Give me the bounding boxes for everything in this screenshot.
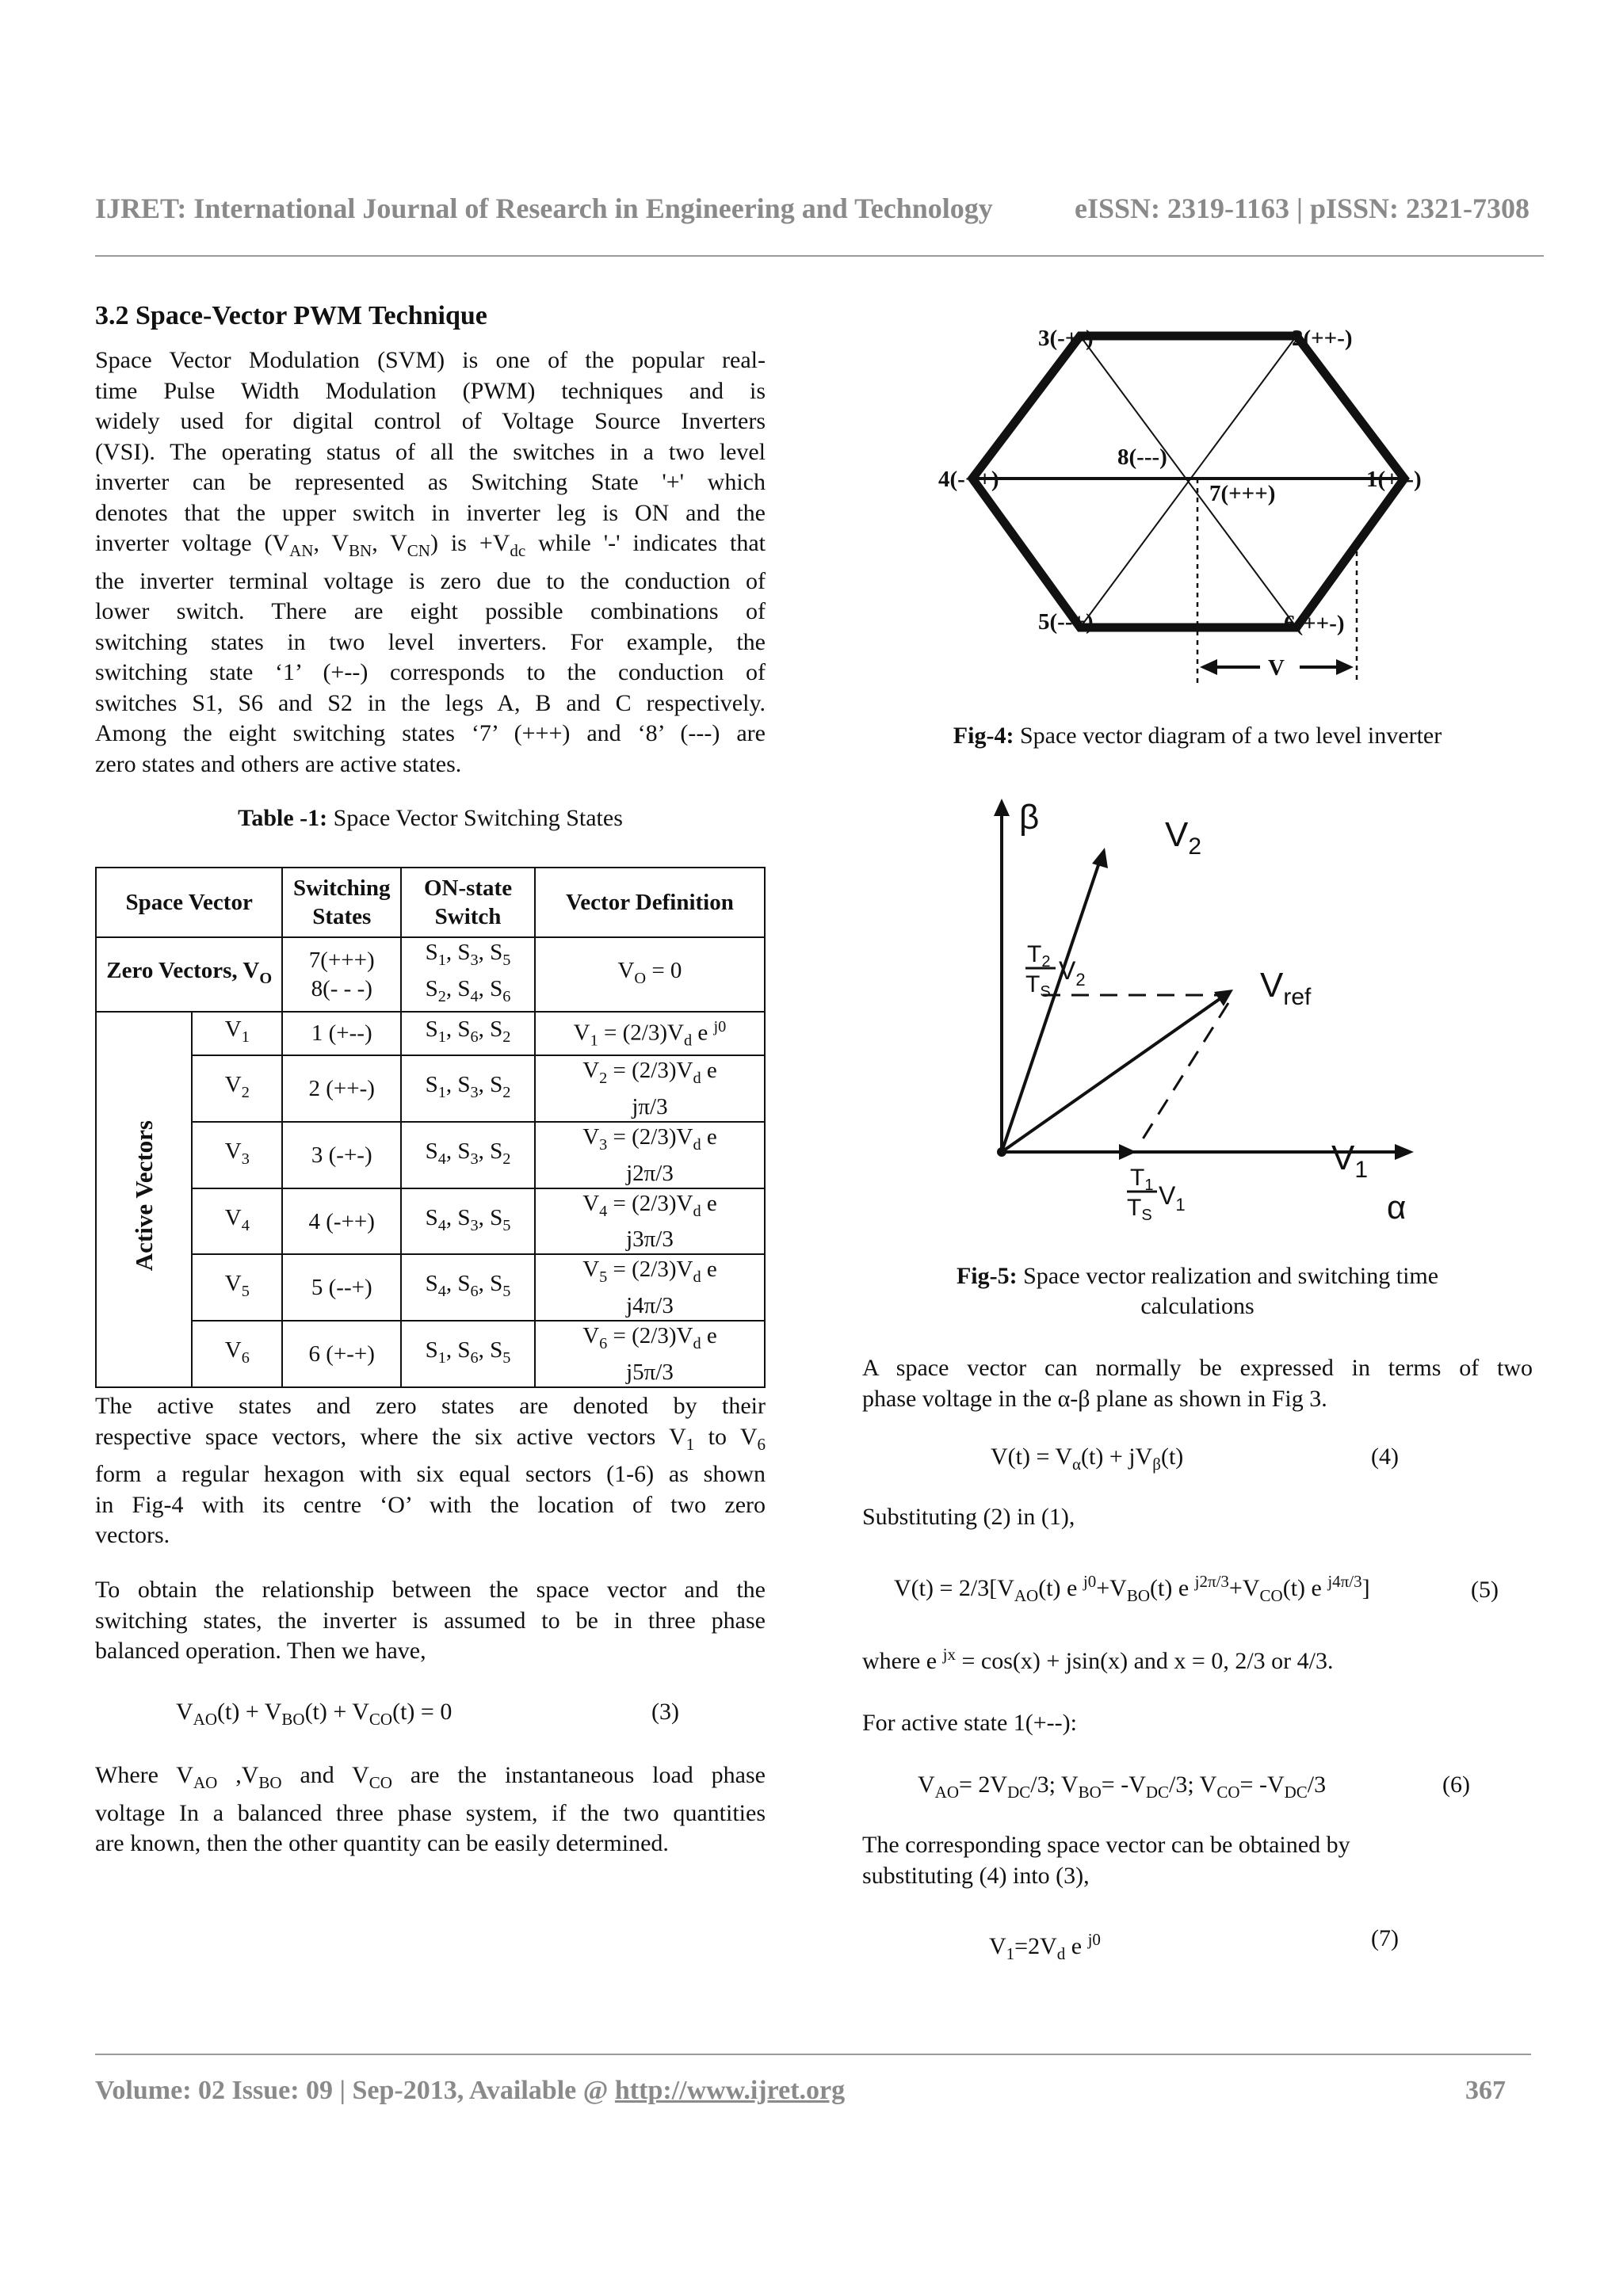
text-line: The active states and zero states are denoted by their xyxy=(95,1393,766,1419)
table-caption xyxy=(95,805,766,832)
vector-name: $V_1$ xyxy=(192,1012,282,1055)
on-state-switch: $S_4$, $S_3$, $S_2$ xyxy=(401,1122,535,1188)
paragraph-corresponding xyxy=(862,1830,1533,1891)
text-line: Among the eight switching states ‘7’ (+++) and ‘8’ (---) are xyxy=(95,720,766,746)
fig5-caption-text2: calculations xyxy=(1140,1293,1254,1319)
on-state-switch: $S_4$, $S_3$, $S_5$ xyxy=(401,1188,535,1255)
cell-line: $S_2$, $S_4$, $S_6$ xyxy=(425,975,511,1005)
equation-3-number: (3) xyxy=(651,1699,679,1725)
text-line: vectors. xyxy=(95,1522,170,1548)
equation-7: $V_1=2V_d$ e $^{j0}$ xyxy=(989,1930,1101,1963)
table-header-row xyxy=(96,868,765,937)
text-line: substituting (4) into (3), xyxy=(862,1862,1090,1889)
zero-switches xyxy=(401,937,535,1012)
fig4-caption-text: Space vector diagram of a two level inverter xyxy=(1014,723,1442,749)
fig5-label: $V_2$ xyxy=(1165,815,1202,860)
zero-states xyxy=(282,937,401,1012)
text-line: voltage In a balanced three phase system, if the two quantities xyxy=(95,1799,766,1826)
fig4-label: 7(+++) xyxy=(1209,481,1276,506)
on-state-switch: $S_4$, $S_6$, $S_5$ xyxy=(401,1254,535,1321)
fig5-caption-text: Space vector realization and switching time xyxy=(1017,1263,1439,1289)
switching-state: 1 (+--) xyxy=(282,1012,401,1055)
fig5-label: $V_{ref}$ xyxy=(1260,966,1312,1010)
table-row xyxy=(96,1055,765,1122)
equation-5-number: (5) xyxy=(1471,1577,1499,1603)
fig4-label: V xyxy=(1268,655,1285,681)
text-line: form a regular hexagon with six equal sectors (1-6) as shown xyxy=(95,1461,766,1487)
table-row xyxy=(96,1188,765,1255)
fraction-vector: $V_1$ xyxy=(1159,1181,1186,1215)
table-caption-label: Table -1: xyxy=(238,805,328,831)
zero-definition: $V_O = 0$ xyxy=(535,937,765,1012)
equation-4: $V(t) = V_\alpha(t) + jV_\beta(t)$ xyxy=(991,1444,1184,1474)
cell-line: 8(- - -) xyxy=(311,975,372,1001)
page-footer xyxy=(95,2076,1506,2106)
table-caption-text: Space Vector Switching States xyxy=(327,805,623,831)
vector-name: $V_6$ xyxy=(192,1321,282,1387)
footer-rule xyxy=(95,2054,1531,2055)
on-state-switch: $S_1$, $S_6$, $S_2$ xyxy=(401,1012,535,1055)
arrowhead xyxy=(1200,659,1217,675)
active-state-text: For active state 1(+--): xyxy=(862,1710,1077,1736)
fig4-label: 2(++-) xyxy=(1292,326,1353,351)
vector-name: $V_4$ xyxy=(192,1188,282,1255)
text-line: Space Vector Modulation (SVM) is one of the popular real- xyxy=(95,347,766,373)
text-line: To obtain the relationship between the space vector and the xyxy=(95,1577,766,1603)
fig5-caption xyxy=(862,1261,1533,1322)
text-line: inverter can be represented as Switching State '+' which xyxy=(95,469,766,495)
switching-states-table xyxy=(95,867,766,1388)
fig5-label: $V_1$ xyxy=(1331,1138,1369,1183)
fig4-label: 3(-+-) xyxy=(1038,326,1094,351)
running-header xyxy=(95,192,1529,225)
text-line: lower switch. There are eight possible combinations of xyxy=(95,598,766,624)
table-row xyxy=(96,1254,765,1321)
paragraph-space-vector xyxy=(862,1353,1533,1414)
text-line: inverter voltage ($V_{AN}$, $V_{BN}$, $V_{CN}$) is $+V_{dc}$ while '-' indicates that xyxy=(95,530,766,560)
fig5-vector-diagram xyxy=(991,792,1434,1244)
where-tail: = cos(x) + jsin(x) and x = 0, 2/3 or 4/3. xyxy=(955,1648,1334,1674)
where-definition: where e $^{jx}$ = cos(x) + jsin(x) and x = 0, 2/3 or 4/3. xyxy=(862,1645,1334,1674)
text-line: widely used for digital control of Voltage Source Inverters xyxy=(95,408,766,434)
fig4-label: 6(++-) xyxy=(1284,611,1345,636)
table-header: Vector Definition xyxy=(535,868,765,937)
text-line: (VSI). The operating status of all the switches in a two level xyxy=(95,438,766,465)
equation-6: $V_{AO}= 2V_{DC}/3$; $V_{BO}= -V_{DC}/3$; $V_{CO}= -V_{DC}/3$ xyxy=(918,1772,1327,1802)
paragraph-relationship xyxy=(95,1575,766,1667)
text-line: in Fig-4 with its centre ‘O’ with the location of two zero xyxy=(95,1491,766,1518)
text-line: respective space vectors, where the six active vectors $V_1$ to $V_6$ xyxy=(95,1423,766,1454)
text-line: denotes that the upper switch in inverter leg is ON and the xyxy=(95,499,766,526)
text-line: switching states, the inverter is assumed to be in three phase xyxy=(95,1607,766,1634)
active-vectors-label: Active Vectors xyxy=(96,1012,192,1387)
vector-definition: $V_1 = (2/3)V_d$ e $^{j0}$ xyxy=(535,1012,765,1055)
cell-line: 7(+++) xyxy=(308,947,375,973)
on-state-switch: $S_1$, $S_6$, $S_5$ xyxy=(401,1321,535,1387)
section-title: 3.2 Space-Vector PWM Technique xyxy=(95,301,487,330)
arrowhead xyxy=(1092,848,1108,868)
text-line: switching state ‘1’ (+--) corresponds to the conduction of xyxy=(95,659,766,685)
arrowhead xyxy=(1336,659,1354,675)
arrowhead xyxy=(994,799,1010,816)
fig4-label: 1(+--) xyxy=(1366,467,1422,492)
switching-state: 3 (-+-) xyxy=(282,1122,401,1188)
footer-volume: Volume: 02 Issue: 09 | Sep-2013, Available @ xyxy=(95,2076,615,2105)
journal-name: IJRET: International Journal of Research in Engineering and Technology xyxy=(95,193,993,224)
vector-definition: $V_4 = (2/3)V_d$ e j3π/3 xyxy=(535,1188,765,1255)
text-line: switches S1, S6 and S2 in the legs A, B and C respectively. xyxy=(95,689,766,716)
cell-line: $S_1$, $S_3$, $S_5$ xyxy=(425,940,511,969)
vector-definition: $V_5 = (2/3)V_d$ e j4π/3 xyxy=(535,1254,765,1321)
text-line: the inverter terminal voltage is zero due to the conduction of xyxy=(95,567,766,594)
text-line: time Pulse Width Modulation (PWM) techniques and is xyxy=(95,377,766,404)
vector-name: $V_5$ xyxy=(192,1254,282,1321)
fig4-label: 5(--+) xyxy=(1038,609,1094,635)
fig4-hexagon-diagram xyxy=(938,314,1442,694)
paragraph-active-states xyxy=(95,1391,766,1551)
equation-4-number: (4) xyxy=(1371,1444,1399,1470)
vector-definition: $V_2 = (2/3)V_d$ e jπ/3 xyxy=(535,1055,765,1122)
vector-name: $V_2$ xyxy=(192,1055,282,1122)
equation-7-number: (7) xyxy=(1371,1925,1399,1951)
text-line: switching states in two level inverters. For example, the xyxy=(95,628,766,655)
fraction-vector: $V_2$ xyxy=(1059,956,1086,990)
page-number: 367 xyxy=(1465,2076,1506,2105)
on-state-switch: $S_1$, $S_3$, $S_2$ xyxy=(401,1055,535,1122)
paragraph-where xyxy=(95,1760,766,1859)
arrowhead xyxy=(1395,1144,1414,1160)
vector-name: $V_3$ xyxy=(192,1122,282,1188)
active-rows xyxy=(96,1012,765,1387)
vref-vector xyxy=(1002,995,1225,1152)
table-header: Switching States xyxy=(282,868,401,937)
switching-state: 2 (++-) xyxy=(282,1055,401,1122)
fig4-caption xyxy=(862,723,1533,749)
switching-state: 5 (--+) xyxy=(282,1254,401,1321)
table-header: Space Vector xyxy=(96,868,282,937)
table-header: ON-state Switch xyxy=(401,868,535,937)
fig5-caption-label: Fig-5: xyxy=(956,1263,1018,1289)
footer-link[interactable]: http://www.ijret.org xyxy=(614,2076,846,2105)
fraction-denominator: $T_S$ xyxy=(1025,971,1051,1001)
fraction-numerator: $T_2$ xyxy=(1027,941,1051,971)
origin-dot xyxy=(997,1147,1006,1157)
intro-paragraph xyxy=(95,345,766,780)
vector-definition: $V_6 = (2/3)V_d$ e j5π/3 xyxy=(535,1321,765,1387)
text-line: A space vector can normally be expressed in terms of two xyxy=(862,1355,1533,1381)
zero-vectors-label: Zero Vectors, $V_O$ xyxy=(96,937,282,1012)
fig4-label: 4(-++) xyxy=(938,467,999,492)
table-row xyxy=(96,1012,765,1055)
fig5-label: β xyxy=(1019,798,1040,837)
arrowhead xyxy=(1119,1144,1136,1160)
equation-3: $V_{AO}(t) + V_{BO}(t) + V_{CO}(t) = 0$ xyxy=(176,1699,453,1729)
text-line: zero states and others are active states. xyxy=(95,750,462,777)
table-row xyxy=(96,1122,765,1188)
fraction-denominator: $T_S$ xyxy=(1127,1195,1152,1224)
table-row xyxy=(96,937,765,1012)
fraction-numerator: $T_1$ xyxy=(1130,1165,1154,1194)
v2-vector xyxy=(1002,856,1102,1152)
issn: eISSN: 2319-1163 | pISSN: 2321-7308 xyxy=(1075,193,1529,224)
text-line: balanced operation. Then we have, xyxy=(95,1638,426,1664)
fig5-label: α xyxy=(1387,1188,1407,1226)
equation-5: $V(t) = 2/3[V_{AO}(t)$ e $^{j0}+V_{BO}(t)$ e $^{j2\pi/3}+V_{CO}(t)$ e $^{j4\pi/3}$] xyxy=(894,1572,1370,1605)
substituting-text: Substituting (2) in (1), xyxy=(862,1504,1075,1530)
arrowhead xyxy=(1214,990,1233,1006)
fig4-label: 8(---) xyxy=(1117,444,1167,470)
text-line: The corresponding space vector can be obtained by xyxy=(862,1832,1350,1858)
text-line: phase voltage in the α-β plane as shown in Fig 3. xyxy=(862,1385,1327,1412)
header-rule xyxy=(95,255,1544,257)
switching-state: 6 (+-+) xyxy=(282,1321,401,1387)
table-row xyxy=(96,1321,765,1387)
vector-definition: $V_3 = (2/3)V_d$ e j2π/3 xyxy=(535,1122,765,1188)
equation-6-number: (6) xyxy=(1442,1772,1470,1798)
text-line: Where $V_{AO}$ $,V_{BO}$ and $V_{CO}$ are the instantaneous load phase xyxy=(95,1762,766,1792)
text-line: are known, then the other quantity can be easily determined. xyxy=(95,1830,669,1856)
fig4-caption-label: Fig-4: xyxy=(953,723,1014,749)
switching-state: 4 (-++) xyxy=(282,1188,401,1255)
